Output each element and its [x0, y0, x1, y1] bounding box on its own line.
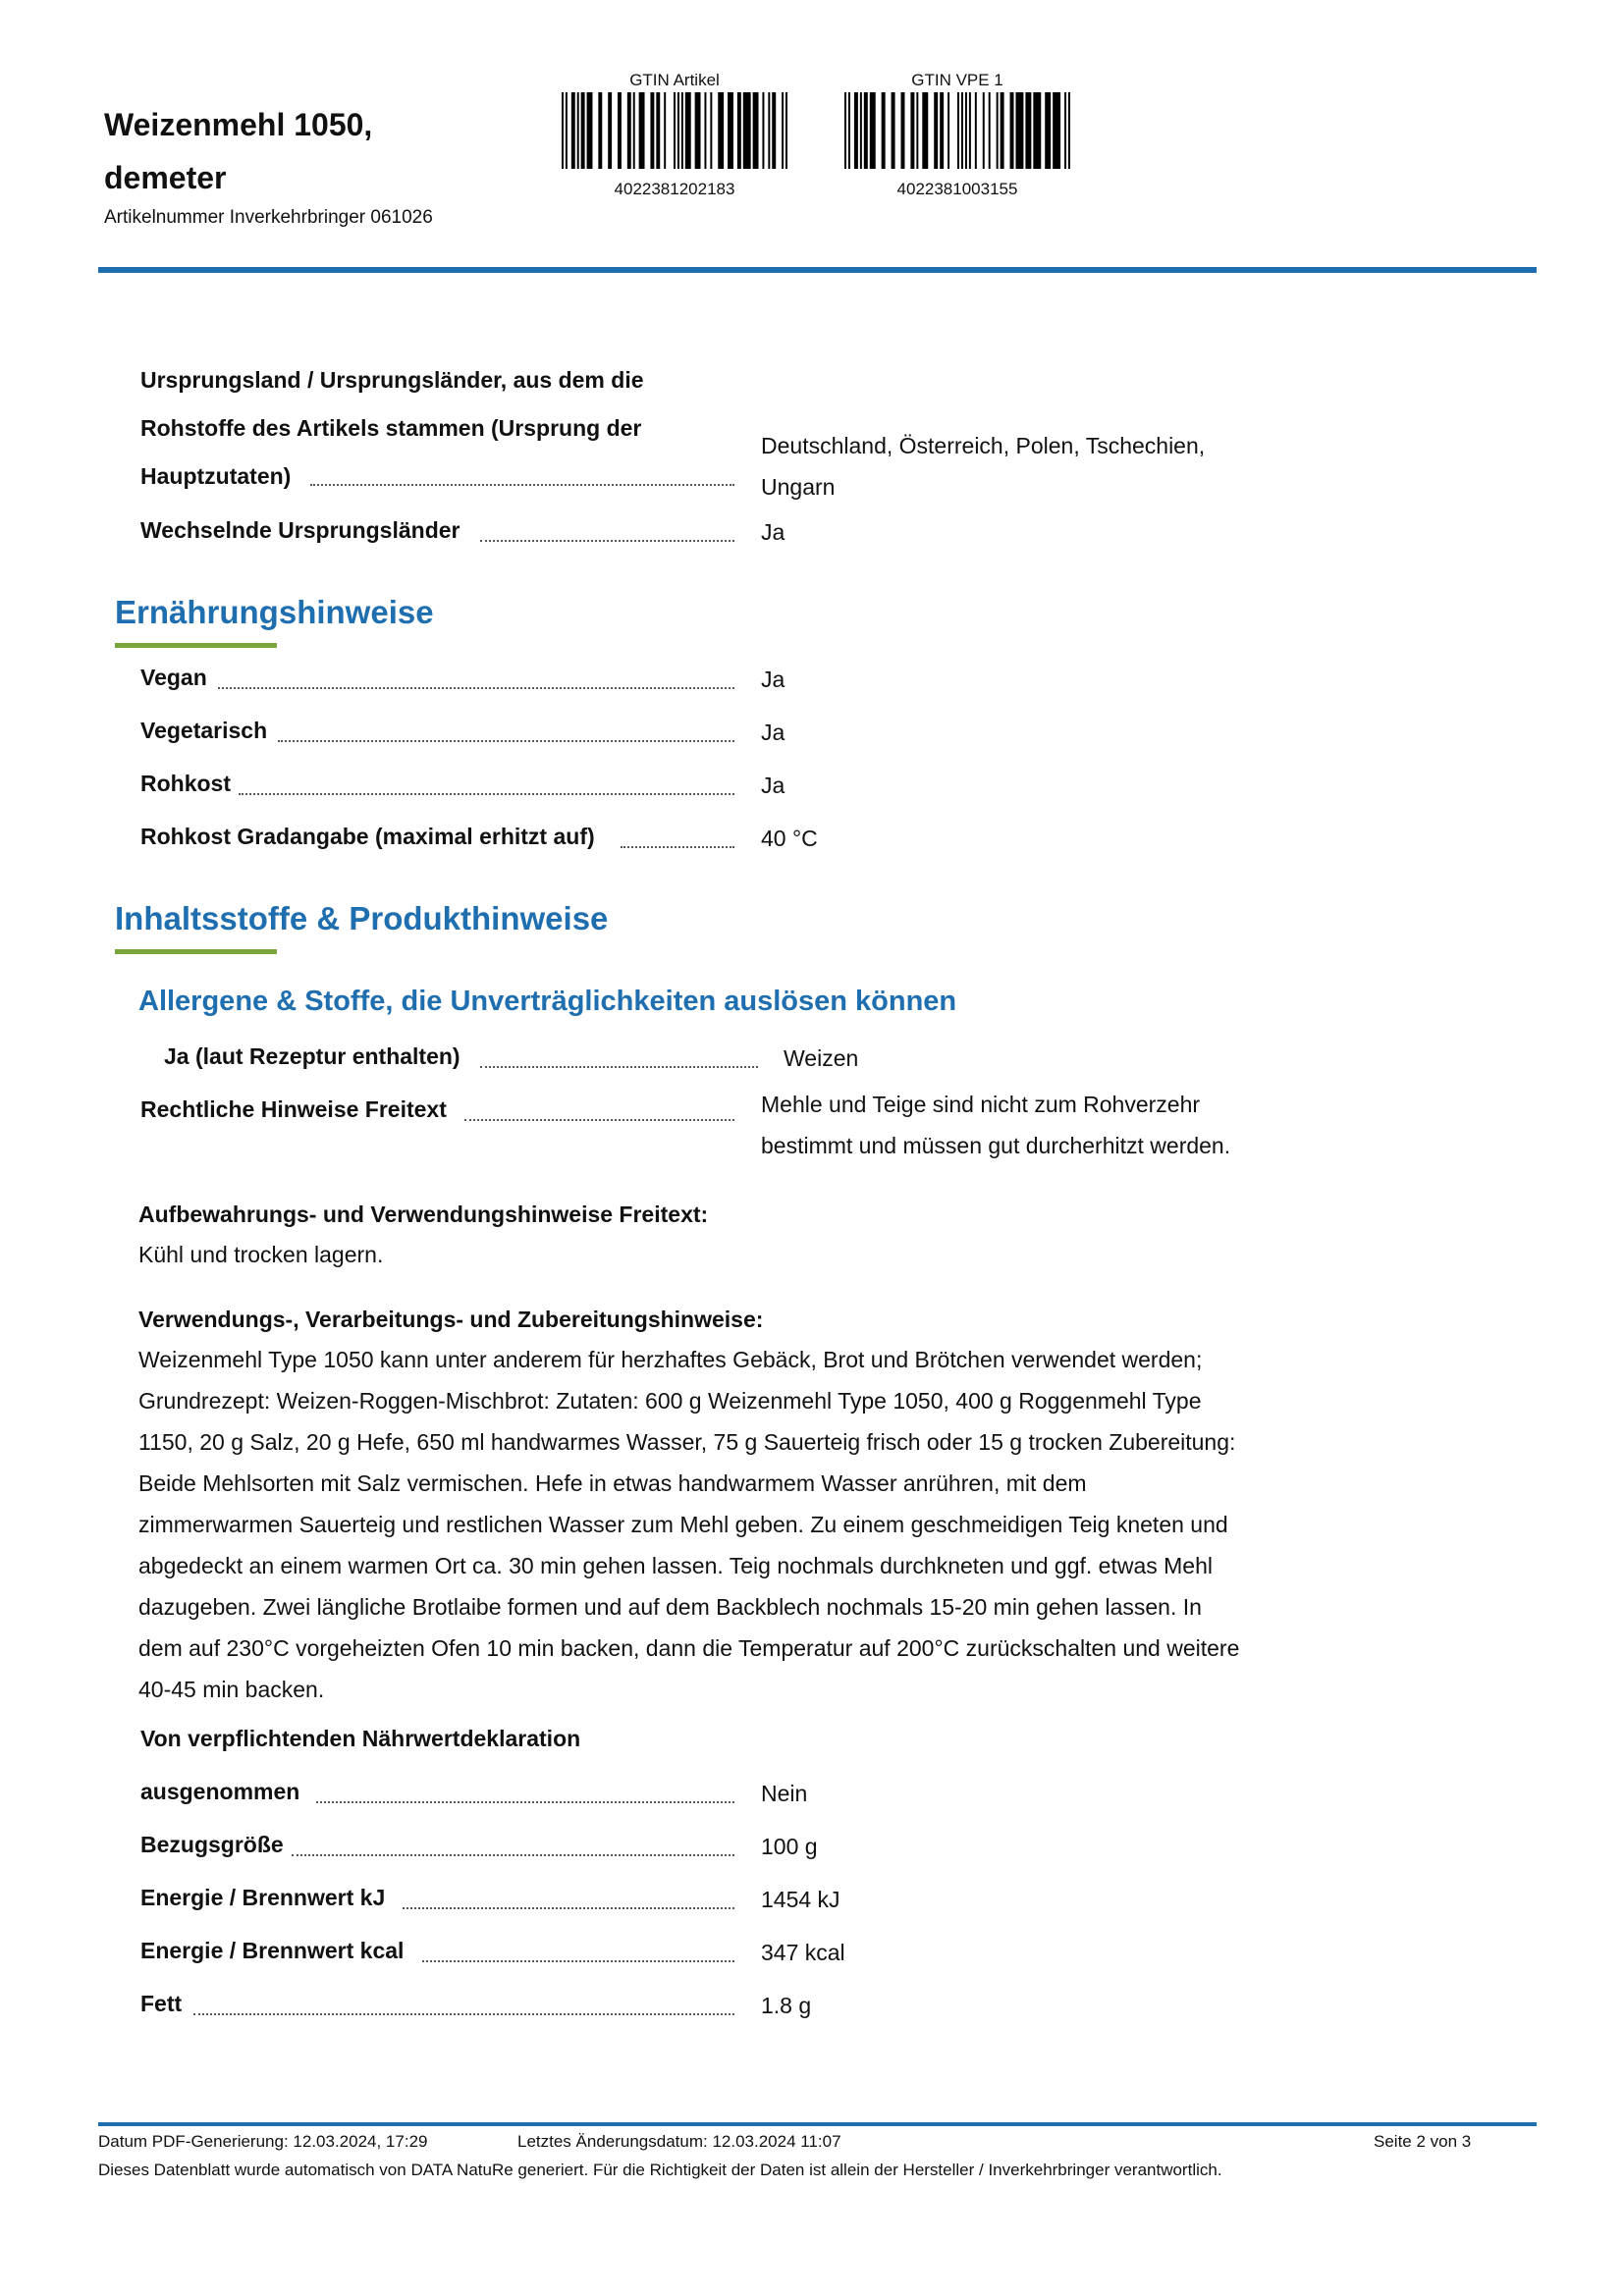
dot-leader: [480, 540, 734, 542]
barcode-bar: [934, 92, 938, 169]
barcode-bar: [728, 92, 733, 169]
barcode-bar: [677, 92, 679, 169]
barcode-image: [562, 92, 787, 169]
barcode-bar: [1015, 92, 1023, 169]
article-number: Artikelnummer Inverkehrbringer 061026: [104, 207, 433, 228]
reference-size-value: 100 g: [761, 1834, 818, 1859]
dot-leader: [403, 1907, 734, 1909]
footer-generated-date: Datum PDF-Generierung: 12.03.2024, 17:29: [98, 2132, 428, 2151]
usage-line: dem auf 230°C vorgeheizten Ofen 10 min backen, dann die Temperatur auf 200°C zurückschalten und weitere: [138, 1635, 1240, 1661]
barcode-bar: [650, 92, 654, 169]
barcode-bar: [965, 92, 967, 169]
usage-line: Grundrezept: Weizen-Roggen-Mischbrot: Zutaten: 600 g Weizenmehl Type 1050, 400 g Roggenmehl Type: [138, 1388, 1202, 1414]
usage-line: 40-45 min backen.: [138, 1677, 325, 1702]
barcode-bar: [864, 92, 868, 169]
barcode-bar: [848, 92, 850, 169]
legal-notes-value: [761, 1084, 1230, 1166]
dot-leader: [239, 793, 734, 795]
barcode-bar: [882, 92, 886, 169]
barcode-bar: [782, 92, 784, 169]
origin-label-line1: Ursprungsland / Ursprungsländer, aus dem die: [140, 367, 644, 393]
barcode-bar: [695, 92, 701, 169]
barcode-bar: [1068, 92, 1070, 169]
origin-label-line3: Hauptzutaten): [140, 463, 292, 489]
barcode-bar: [664, 92, 666, 169]
barcode-bar: [639, 92, 645, 169]
barcode-image: [844, 92, 1070, 169]
barcode-number: 4022381003155: [896, 180, 1018, 198]
barcode-bar: [562, 92, 564, 169]
barcode-bar: [975, 92, 977, 169]
vegetarian-label: Vegetarisch: [140, 718, 268, 743]
origin-label-line2: Rohstoffe des Artikels stammen (Ursprung der: [140, 415, 642, 441]
barcode-bar: [997, 92, 999, 169]
nutrition-exempt-value: Nein: [761, 1781, 808, 1806]
energy-kcal-value: 347 kcal: [761, 1940, 845, 1965]
barcode-block-article: [557, 71, 792, 199]
dot-leader: [278, 740, 734, 742]
nutrition-exempt-label-line1: Von verpflichtenden Nährwertdeklaration: [140, 1726, 581, 1751]
barcode-bar: [768, 92, 770, 169]
barcode-bar: [947, 92, 949, 169]
barcode-bar: [892, 92, 895, 169]
barcode-bar: [785, 92, 787, 169]
barcode-bar: [566, 92, 568, 169]
barcode-bar: [618, 92, 622, 169]
raw-food-value: Ja: [761, 773, 785, 798]
barcode-bar: [1033, 92, 1041, 169]
barcode-caption: GTIN Artikel: [629, 71, 720, 89]
barcode-bar: [989, 92, 991, 169]
allergen-contained-label: Ja (laut Rezeptur enthalten): [164, 1043, 460, 1069]
origin-value-line2: Ungarn: [761, 474, 836, 500]
origin-label: [140, 356, 749, 501]
barcode-bar: [1010, 92, 1014, 169]
usage-line: zimmerwarmen Sauerteig und restlichen Wasser zum Mehl geben. Zu einem geschmeidigen Teig kneten und: [138, 1512, 1228, 1537]
usage-text: [138, 1339, 1533, 1710]
energy-kj-label: Energie / Brennwert kJ: [140, 1885, 386, 1910]
vegetarian-value: Ja: [761, 720, 785, 745]
section-heading-underline: [115, 949, 277, 954]
reference-size-label: Bezugsgröße: [140, 1832, 284, 1857]
vegan-label: Vegan: [140, 665, 207, 690]
usage-line: abgedeckt an einem warmen Ort ca. 30 min gehen lassen. Teig nochmals durchkneten und ggf. etwas Mehl: [138, 1553, 1213, 1578]
storage-value: Kühl und trocken lagern.: [138, 1242, 384, 1267]
barcode-bar: [957, 92, 959, 169]
dot-leader: [480, 1066, 758, 1068]
barcode-bar: [627, 92, 631, 169]
section-heading-ingredients: Inhaltsstoffe & Produkthinweise: [115, 900, 609, 936]
changing-origin-label: Wechselnde Ursprungsländer: [140, 517, 460, 543]
header-divider: [98, 267, 1537, 273]
barcode-bar: [1045, 92, 1051, 169]
origin-value: [761, 425, 1205, 507]
barcode-bar: [598, 92, 602, 169]
energy-kj-value: 1454 kJ: [761, 1887, 840, 1912]
barcode-bar: [772, 92, 776, 169]
barcode-bar: [1053, 92, 1060, 169]
barcode-bar: [581, 92, 585, 169]
dot-leader: [316, 1801, 734, 1803]
barcode-bar: [608, 92, 612, 169]
raw-food-label: Rohkost: [140, 771, 231, 796]
energy-kcal-label: Energie / Brennwert kcal: [140, 1938, 405, 1963]
barcode-bar: [718, 92, 724, 169]
barcode-bar: [587, 92, 593, 169]
barcode-bar: [910, 92, 914, 169]
usage-line: Weizenmehl Type 1050 kann unter anderem für herzhaftes Gebäck, Brot und Brötchen verwendet werden;: [138, 1347, 1203, 1372]
barcode-bar: [710, 92, 712, 169]
origin-value-line1: Deutschland, Österreich, Polen, Tschechien,: [761, 433, 1206, 458]
footer-page-number: Seite 2 von 3: [1374, 2132, 1472, 2151]
barcode-caption: GTIN VPE 1: [911, 71, 1003, 89]
barcode-bar: [571, 92, 575, 169]
footer-disclaimer: Dieses Datenblatt wurde automatisch von DATA NatuRe generiert. Für die Richtigkeit der Daten ist allein der Hersteller / Inverkehrbringer verantwortlich.: [98, 2161, 1222, 2179]
nutrition-exempt-label-line2: ausgenommen: [140, 1779, 300, 1804]
vegan-value: Ja: [761, 667, 785, 692]
barcode-bar: [1025, 92, 1031, 169]
barcode-bar: [940, 92, 944, 169]
barcode-bar: [983, 92, 985, 169]
dot-leader: [292, 1854, 734, 1856]
barcode-bar: [681, 92, 683, 169]
legal-notes-value-line1: Mehle und Teige sind nicht zum Rohverzehr: [761, 1092, 1201, 1117]
dot-leader: [464, 1119, 734, 1121]
usage-line: dazugeben. Zwei längliche Brotlaibe formen und auf dem Backblech nochmals 15-20 min gehen lassen. In: [138, 1594, 1202, 1620]
fat-value: 1.8 g: [761, 1993, 812, 2018]
dot-leader: [621, 846, 734, 848]
dot-leader: [193, 2013, 734, 2015]
footer-divider: [98, 2122, 1537, 2126]
legal-notes-label: Rechtliche Hinweise Freitext: [140, 1096, 447, 1122]
barcode-bar: [743, 92, 751, 169]
barcode-number: 4022381202183: [614, 180, 735, 198]
barcode-bar: [961, 92, 963, 169]
barcode-bar: [685, 92, 691, 169]
footer-changed-date: Letztes Änderungsdatum: 12.03.2024 11:07: [517, 2132, 841, 2151]
product-title-line1: Weizenmehl 1050,: [104, 107, 373, 142]
barcode-bar: [916, 92, 918, 169]
allergen-contained-value: Weizen: [784, 1045, 859, 1071]
barcode-bar: [633, 92, 635, 169]
product-title: [104, 98, 556, 204]
barcode-bar: [762, 92, 764, 169]
product-title-line2: demeter: [104, 160, 227, 195]
barcode-bar: [753, 92, 759, 169]
legal-notes-value-line2: bestimmt und müssen gut durcherhitzt werden.: [761, 1133, 1231, 1158]
barcode-bar: [674, 92, 676, 169]
changing-origin-value: Ja: [761, 519, 785, 545]
barcode-bar: [901, 92, 905, 169]
fat-label: Fett: [140, 1991, 183, 2016]
usage-line: Beide Mehlsorten mit Salz vermischen. Hefe in etwas handwarmem Wasser anrühren, mit dem: [138, 1470, 1087, 1496]
barcode-bar: [922, 92, 928, 169]
barcode-bar: [577, 92, 579, 169]
storage-label: Aufbewahrungs- und Verwendungshinweise Freitext:: [138, 1201, 709, 1227]
barcode-bar: [737, 92, 741, 169]
barcode-bar: [844, 92, 846, 169]
raw-food-degree-label: Rohkost Gradangabe (maximal erhitzt auf): [140, 824, 595, 849]
section-heading-underline: [115, 643, 277, 648]
dot-leader: [310, 484, 734, 486]
subheading-allergens: Allergene & Stoffe, die Unverträglichkeiten auslösen können: [138, 986, 957, 1017]
barcode-bar: [1064, 92, 1066, 169]
dot-leader: [218, 687, 734, 689]
dot-leader: [422, 1960, 734, 1962]
barcode-bar: [704, 92, 706, 169]
barcode-bar: [656, 92, 660, 169]
barcode-bar: [870, 92, 876, 169]
barcode-bar: [860, 92, 862, 169]
usage-label: Verwendungs-, Verarbeitungs- und Zubereitungshinweise:: [138, 1307, 764, 1332]
barcode-bar: [969, 92, 971, 169]
barcode-bar: [1001, 92, 1004, 169]
usage-line: 1150, 20 g Salz, 20 g Hefe, 650 ml handwarmes Wasser, 75 g Sauerteig frisch oder 15 g trocken Zubereitung:: [138, 1429, 1236, 1455]
barcode-block-vpe: [839, 71, 1075, 199]
section-heading-nutrition-notes: Ernährungshinweise: [115, 594, 434, 630]
raw-food-degree-value: 40 °C: [761, 826, 818, 851]
barcode-bar: [854, 92, 858, 169]
